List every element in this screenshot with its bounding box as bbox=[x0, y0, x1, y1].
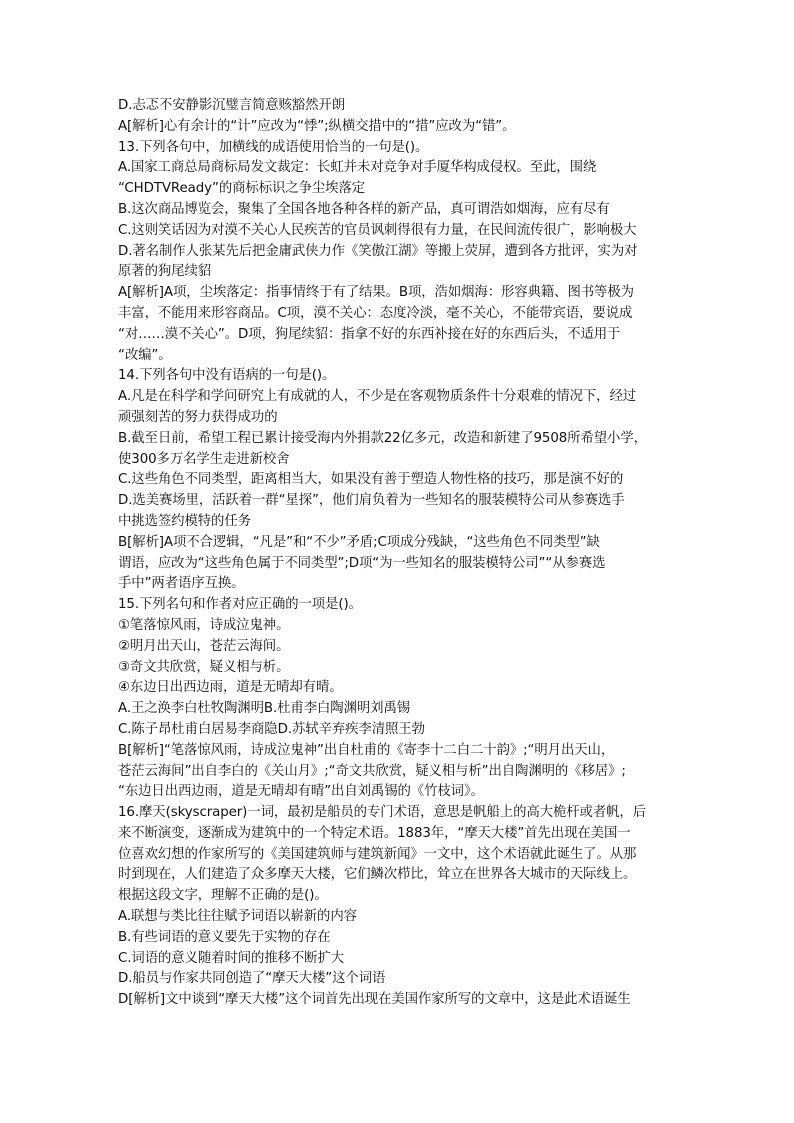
verse-line: ③奇文共欣赏，疑义相与析。 bbox=[118, 659, 290, 675]
option-line: B.这次商品博览会，聚集了全国各地各种各样的新产品，真可谓浩如烟海，应有尽有 bbox=[118, 201, 610, 217]
option-line: A.王之涣李白杜牧陶渊明B.杜甫李白陶渊明刘禹锡 bbox=[118, 701, 411, 717]
option-line: B.截至日前，希望工程已累计接受海内外捐款22亿多元，改造和新建了9508所希望小学， bbox=[118, 430, 647, 446]
analysis-line: 手中”两者语序互换。 bbox=[118, 576, 245, 592]
question-16-stem: 位喜欢幻想的作家所写的《美国建筑师与建筑新闻》一文中，这个术语就此诞生了。从那 bbox=[118, 846, 637, 862]
question-15-stem: 15.下列名句和作者对应正确的一项是()。 bbox=[118, 597, 362, 613]
question-16-stem: 16.摩天(skyscraper)一词，最初是船员的专门术语，意思是帆船上的高大桅杆或者帆，后 bbox=[118, 805, 647, 821]
option-line: 使300多万名学生走进新校舍 bbox=[118, 451, 290, 467]
analysis-line: A[解析]A项，尘埃落定：指事情终于有了结果。B项，浩如烟海：形容典籍、图书等极为 bbox=[118, 285, 634, 301]
analysis-line: B[解析]A项不合逻辑，“凡是”和“不少”矛盾;C项成分残缺，“这些角色不同类型”缺 bbox=[118, 534, 600, 550]
option-line: B.有些词语的意义要先于实物的存在 bbox=[118, 929, 331, 945]
analysis-line: “东边日出西边雨，道是无晴却有晴”出自刘禹锡的《竹枝词》。 bbox=[118, 784, 484, 800]
document-page bbox=[118, 96, 688, 1011]
analysis-line: B[解析]“笔落惊风雨，诗成泣鬼神”出自杜甫的《寄李十二白二十韵》;“明月出天山， bbox=[118, 742, 615, 758]
option-line: 中挑选签约模特的任务 bbox=[118, 513, 251, 529]
analysis-line: “改编”。 bbox=[118, 347, 172, 363]
option-line: C.陈子昂杜甫白居易李商隐D.苏轼辛弃疾李清照王勃 bbox=[118, 721, 425, 737]
option-line: C.词语的意义随着时间的推移不断扩大 bbox=[118, 950, 345, 966]
option-line: C.这则笑话因为对漠不关心人民疾苦的官员讽刺得很有力量，在民间流传很广，影响极大 bbox=[118, 222, 637, 238]
option-line: D.选美赛场里，活跃着一群“星探”，他们肩负着为一些知名的服装模特公司从参赛选手 bbox=[118, 493, 625, 509]
question-16-stem: 来不断演变，逐渐成为建筑中的一个特定术语。1883年，“摩天大楼”首先出现在美国一 bbox=[118, 825, 631, 841]
option-line: C.这些角色不同类型，距离相当大，如果没有善于塑造人物性格的技巧，那是演不好的 bbox=[118, 472, 624, 488]
verse-line: ④东边日出西边雨，道是无晴却有晴。 bbox=[118, 680, 343, 696]
option-line: D.忐忑不安静影沉璧言简意赅豁然开朗 bbox=[118, 98, 346, 113]
option-line: 顽强刻苦的努力获得成功的 bbox=[118, 409, 278, 425]
question-14-stem: 14.下列各句中没有语病的一句是()。 bbox=[118, 368, 336, 384]
question-13-stem: 13.下列各句中，加横线的成语使用恰当的一句是()。 bbox=[118, 139, 429, 155]
analysis-line: 苍茫云海间”出自李白的《关山月》;“奇文共欣赏，疑义相与析”出自陶渊明的《移居》; bbox=[118, 763, 626, 779]
analysis-line: D[解析]文中谈到“摩天大楼”这个词首先出现在美国作家所写的文章中，这是此术语诞生 bbox=[118, 992, 631, 1008]
analysis-line: 丰富，不能用来形容商品。C项，漠不关心：态度冷淡，毫不关心，不能带宾语，要说成 bbox=[118, 305, 633, 321]
option-line: A.国家工商总局商标局发文裁定：长虹并未对竞争对手厦华构成侵权。至此，围绕 bbox=[118, 160, 597, 176]
analysis-line: 谓语，应改为“这些角色属于不同类型”;D项“为一些知名的服装模特公司”“从参赛选 bbox=[118, 555, 606, 571]
question-16-stem: 根据这段文字，理解不正确的是()。 bbox=[118, 888, 328, 904]
option-line: A.凡是在科学和学问研究上有成就的人，不少是在客观物质条件十分艰难的情况下，经过 bbox=[118, 389, 637, 405]
option-line: 原著的狗尾续貂 bbox=[118, 264, 212, 280]
analysis-line: A[解析]心有余计的“计”应改为“悸”;纵横交措中的“措”应改为“错”。 bbox=[118, 118, 516, 134]
verse-line: ②明月出天山，苍茫云海间。 bbox=[118, 638, 290, 654]
question-16-stem: 时到现在，人们建造了众多摩天大楼，它们鳞次栉比，耸立在世界各大城市的天际线上。 bbox=[118, 867, 637, 883]
verse-line: ①笔落惊风雨，诗成泣鬼神。 bbox=[118, 617, 290, 633]
option-line: A.联想与类比往往赋予词语以崭新的内容 bbox=[118, 909, 357, 925]
option-line: “CHDTVReady”的商标标识之争尘埃落定 bbox=[118, 181, 366, 197]
analysis-line: “对……漠不关心”。D项，狗尾续貂：指拿不好的东西补接在好的东西后头，不适用于 bbox=[118, 326, 621, 342]
option-line: D.船员与作家共同创造了“摩天大楼”这个词语 bbox=[118, 971, 386, 987]
option-line: D.著名制作人张某先后把金庸武侠力作《笑傲江湖》等搬上荧屏，遭到各方批评，实为对 bbox=[118, 243, 638, 259]
